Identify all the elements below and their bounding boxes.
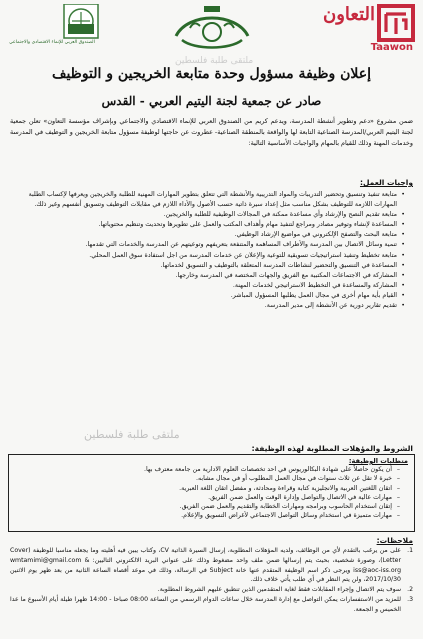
intro-paragraph: ضمن مشروع «دعم وتطوير أنشطة المدرسة، ويدعم كريم من الصندوق العربي للإنماء الاقتصادي والاجتماعي وبإشراف مؤسسة التعاون» تعلن جمعية لجنة اليتيم العربي/المدرسة الصناعية التابعة لها والواقعة بالمنطقة الصناعية- عطروت عن حاجتها لوظيفة مسؤول متابعة الخريجين و التوظيف في المدرسة وخدمات المهنة وذلك للقيام بالمهام والواجبات الأساسية التالية: <box>10 117 413 147</box>
page-subtitle: صادر عن جمعية لجنة اليتيم العربي - القدس <box>101 94 322 108</box>
email-link-2[interactable]: iss@aoc-iss.org <box>353 566 402 574</box>
notes-heading: ملاحظات: <box>376 536 413 545</box>
requirements-heading: الشروط والمؤهلات المطلوبة لهذه الوظيفة: <box>251 444 413 453</box>
list-item: – مهارات متميزة في استخدام وسائل التواصل الاجتماعي لأغراض التسويق والإعلام. <box>15 511 400 520</box>
taawon-english: Taawon <box>370 42 413 53</box>
arab-fund-logo <box>2 4 102 56</box>
arab-fund-name: الصندوق العربي للإنماء الاقتصادي والاجتماعي <box>9 40 95 45</box>
notes-list <box>10 546 413 615</box>
list-item: – خبرة لا تقل عن ثلاث سنوات في مجال العمل المطلوب أو في مجال مشابه. <box>15 474 400 483</box>
orphan-committee-logo <box>170 2 254 62</box>
list-item: • تقديم تقارير دورية عن الأنشطة إلى مدير المدرسة. <box>10 301 405 311</box>
page-title: إعلان وظيفة مسؤول وحدة متابعة الخريجين و التوظيف <box>51 66 372 82</box>
header-logos <box>0 0 423 62</box>
taawon-arabic: التعاون <box>323 4 375 25</box>
list-item: – أن يكون حاصلاً على شهادة البكالوريوس في احد تخصصات العلوم الادارية من جامعة معترف بها. <box>15 465 400 474</box>
list-item: • متابعة تنفيذ وتنسيق وتحضير التدريبات والمواد التدريبية والأنشطة التي تتعلق بتطوير المهارات المهنية للطلبة والخريجين ويعرفها لإكساب الطلبة المهارات اللازمة للتوظيف بشكل مناسب مثل إعداد سيرة ذاتية حسب الأصول والأداء اللازم في مقابلات التوظيف وتسويق أنفسهم وغير ذلك. <box>10 190 405 210</box>
list-item: • المشاركة والمساعدة في التخطيط الاستراتيجي لخدمات المهنة. <box>10 281 405 291</box>
list-item: – إتقان استخدام الحاسوب وبرامجه ومهارات الخطابة والتقديم والعمل ضمن الفريق. <box>15 502 400 511</box>
list-item: • متابعة تخطيط وتنفيذ استراتيجيات تسويقية للتوعية والإعلان عن خدمات المدرسة من اجل استفادة سوق العمل المحلي. <box>10 251 405 261</box>
list-item <box>10 546 413 585</box>
note-text: ويرجى ذكر اسم الوظيفة المتقدم عنها خانة Subject في الرسالة، وذلك في موعد أقصاه الساعة الثانية من بعد ظهر يوم الاثنين 2017/10/30، ولن يتم النظر في أي طلب يأتي خلاف ذلك. <box>10 566 401 584</box>
list-item: – اتقان اللغتين العربية والانجليزية كتابة وقراءة ومحادثة، و مفضل اتقان اللغة العبرية. <box>15 484 400 493</box>
taawon-logo <box>323 4 419 56</box>
list-item: • متابعة تقديم النصح والإرشاد وأي مساعدة ممكنة في المجالات الوظيفية للطلبة والخريجين. <box>10 210 405 220</box>
list-item: • المساعدة في التنسيق والتحضير لنشاطات المدرسة المتعلقة بالتوظيف و التسويق لخدماتها. <box>10 261 405 271</box>
list-item: • القيام بأية مهام أخرى في مجال العمل يطلبها المسؤول المباشر. <box>10 291 405 301</box>
note-number: 1. <box>407 547 413 554</box>
list-item: • تنمية وسائل الاتصال بين المدرسة والأطراف المساهمة والمتنفعة بتعريفهم وتوعيتهم عن المدرسة والخدمات التي تقدمها. <box>10 240 405 250</box>
watermark-top: ملتقى طلبة فلسطين <box>175 56 254 66</box>
note-text: للمزيد من الاستفسارات يمكن التواصل مع إدارة المدرسة خلال ساعات الدوام الرسمي من الساعة 08:00 صباحا - 14:00 ظهرا طيلة أيام الأسبوع ما عدا الخميس و الجمعة. <box>10 595 401 613</box>
email-and: & <box>84 556 90 564</box>
requirements-title: متطلبات الوظيفة: <box>348 457 408 465</box>
list-item: • المشاركة في الاجتماعات المكتبية مع الفريق والجهات المختصة في المدرسة وخارجها. <box>10 271 405 281</box>
watermark-middle: ملتقى طلبة فلسطين <box>84 428 180 441</box>
note-number: 3. <box>407 595 413 603</box>
duties-heading: واجبات العمل: <box>359 178 413 187</box>
taawon-mark-icon <box>377 4 415 42</box>
list-item <box>10 585 413 595</box>
requirements-box <box>8 454 415 532</box>
requirements-list <box>15 465 408 521</box>
note-number: 2. <box>407 586 413 594</box>
list-item: • متابعة البحث والتصفح الإلكتروني في مواضيع الإرشاد الوظيفي. <box>10 230 405 240</box>
list-item: – مهارات عالية في الاتصال والتواصل وإدارة الوقت والعمل ضمن الفريق. <box>15 493 400 502</box>
note-text: على من يرغب بالتقدم لأي من الوظائف، ولديه المؤهلات المطلوبة، إرسال السيرة الذاتية CV، وكتاب يبين فيه أهليته وما يجعله مناسبا للوظيفة (Cover Letter)، وصورة شخصية، بحيث يتم إرسالها ضمن ملف واحد مضغوط وذلك على عنواني البريد الالكتروني التاليين: <box>10 547 402 564</box>
list-item: • المساعدة لإنشاء وتوفير مصادر ومراجع لتنفيذ مهام وأهداف المكتب والعمل على تطويرها وتحديث وتنظيم محتوياتها. <box>10 220 405 230</box>
list-item <box>10 595 413 615</box>
email-link-1[interactable]: wmtamimi@gmail.com <box>10 556 82 564</box>
duties-list <box>10 190 413 311</box>
note-text: سوف يتم الاتصال وإجراء المقابلات فقط لغاية المتقدمين الذين تنطبق عليهم الشروط المطلوبة. <box>157 586 401 594</box>
